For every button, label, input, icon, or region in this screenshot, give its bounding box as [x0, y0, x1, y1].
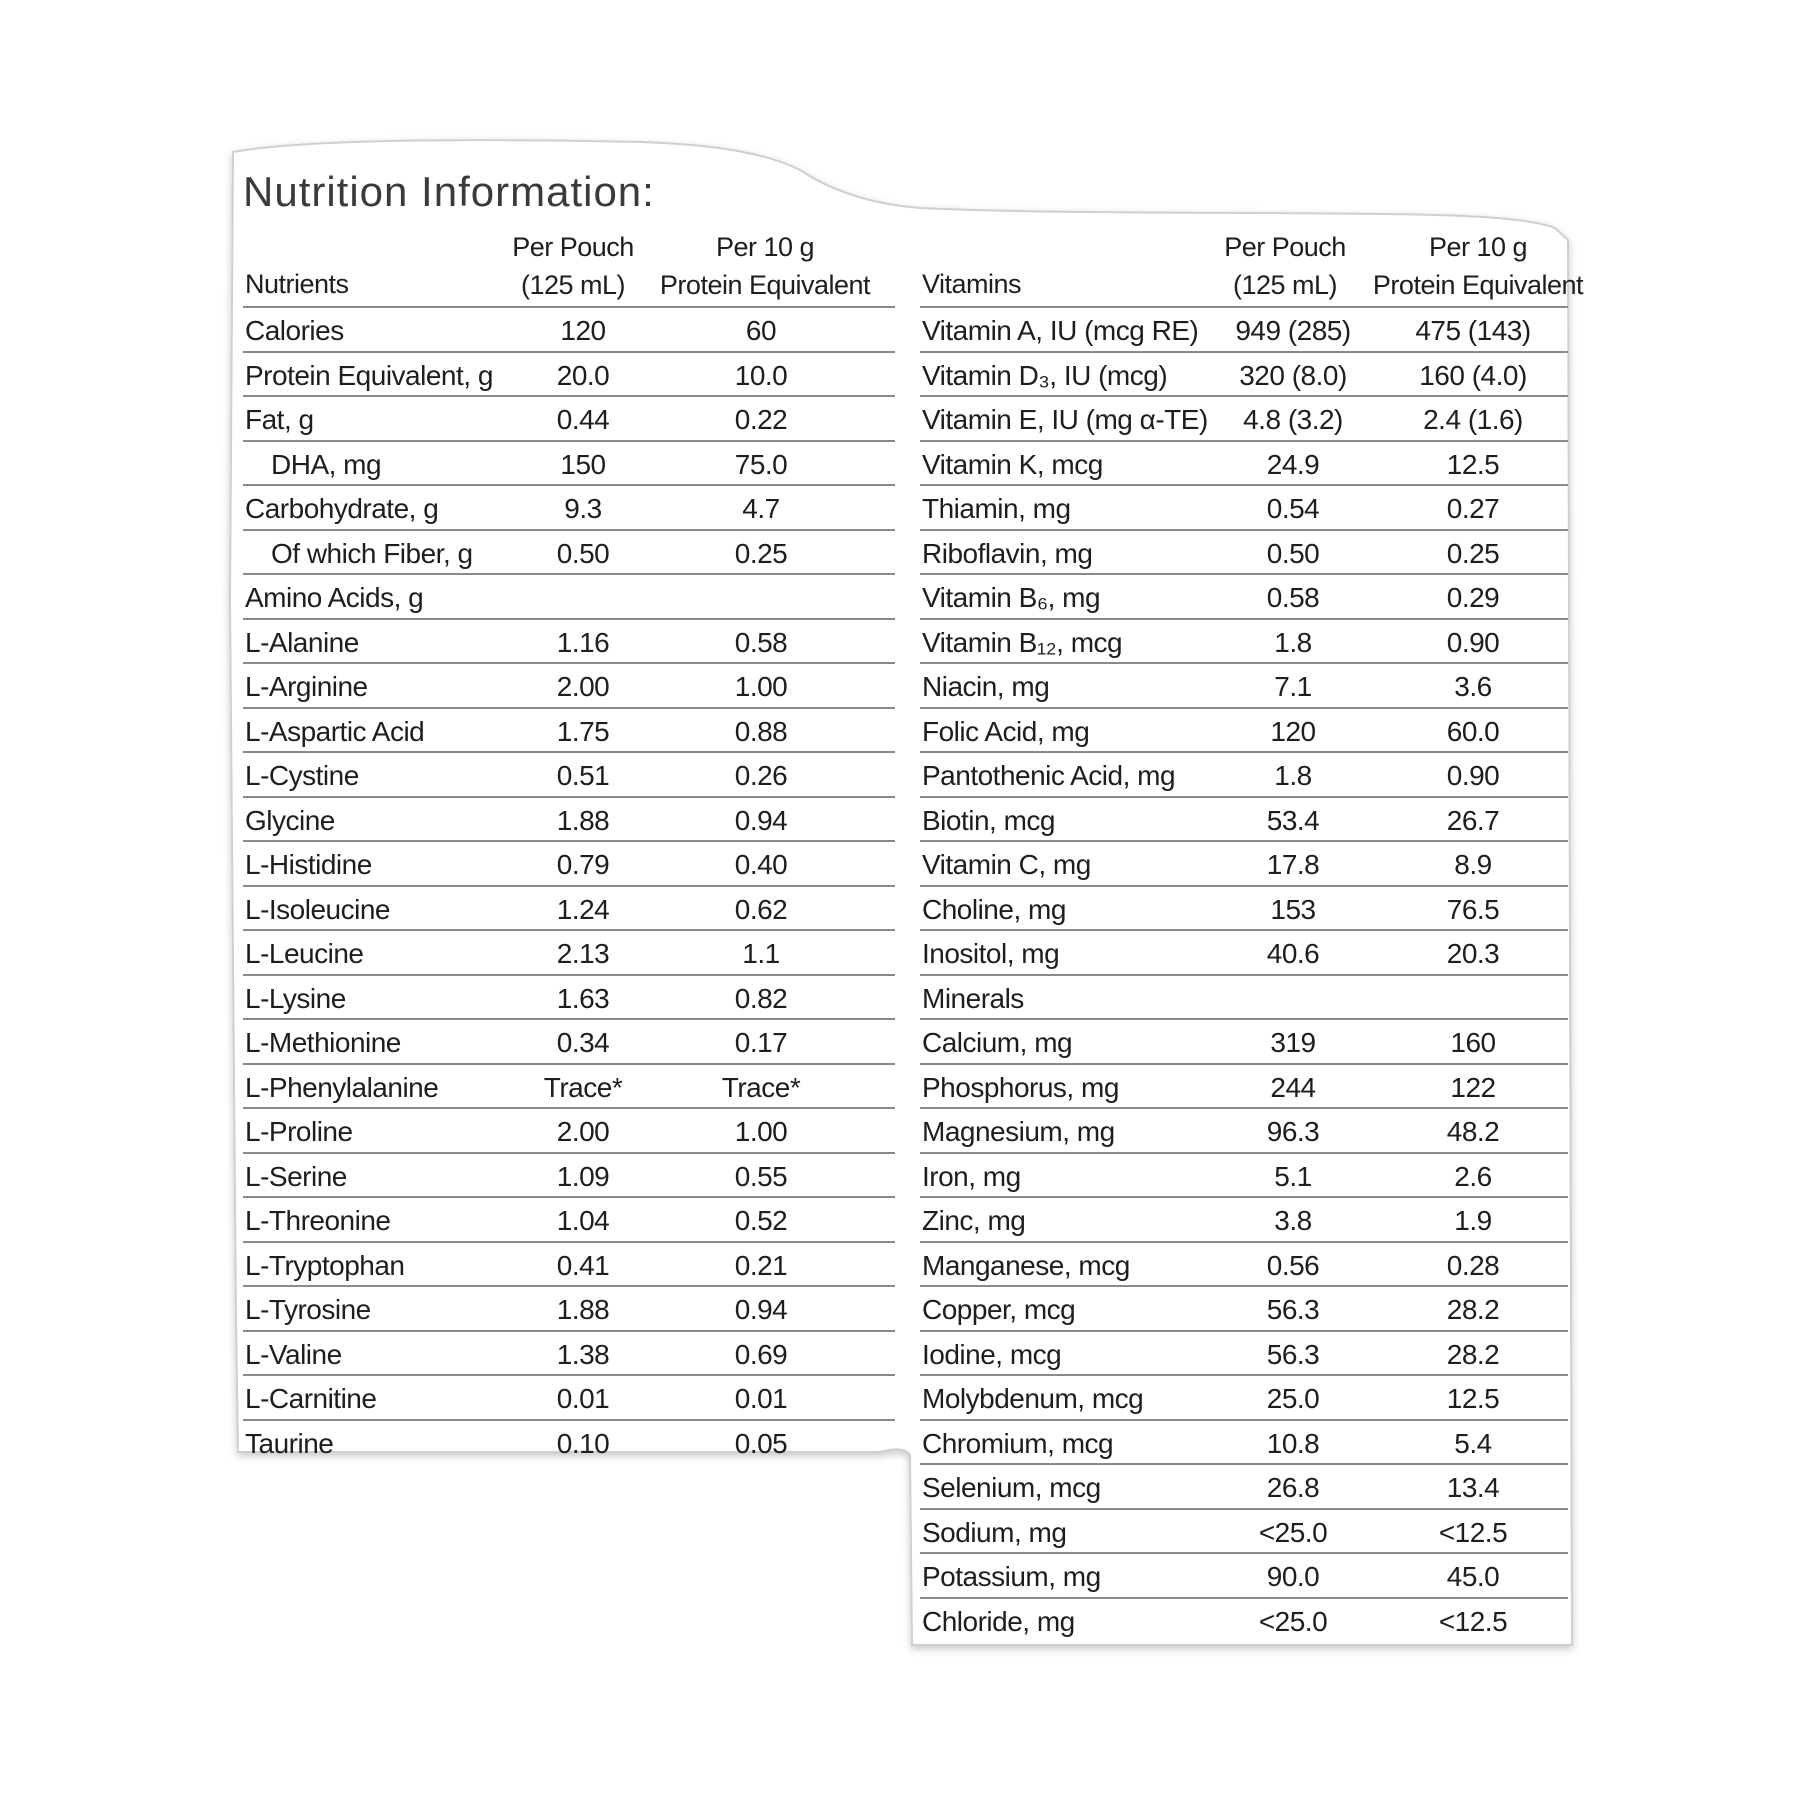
- per-pouch-value: 9.3: [564, 493, 602, 524]
- per-pouch-value: <25.0: [1258, 1516, 1328, 1548]
- per-10g-value: 20.3: [1446, 938, 1500, 969]
- per-pouch-value: 1.75: [556, 715, 610, 747]
- nutrient-name: L-Valine: [245, 1338, 342, 1370]
- per-pouch-value: 0.51: [556, 760, 610, 791]
- nutrient-name: Potassium, mg: [922, 1561, 1101, 1592]
- per-pouch-value: 1.8: [1274, 760, 1312, 791]
- per-pouch-value: 1.09: [556, 1160, 610, 1192]
- nutrient-name: L-Histidine: [245, 849, 372, 880]
- nutrient-name: L-Methionine: [245, 1027, 401, 1058]
- nutrient-name: Pantothenic Acid, mg: [922, 760, 1176, 791]
- table-row: [920, 1065, 1568, 1110]
- per-pouch-value: 153: [1270, 893, 1316, 925]
- per-10g-value: 160: [1450, 1027, 1496, 1058]
- table-row: [920, 1198, 1568, 1243]
- per-10g-value: <12.5: [1438, 1516, 1508, 1548]
- nutrient-name: Minerals: [922, 982, 1024, 1014]
- per-pouch-value: 1.88: [556, 804, 610, 836]
- table-row: [243, 1332, 895, 1377]
- header-line: (125 mL): [520, 270, 626, 300]
- per-pouch-value: 120: [560, 315, 606, 346]
- per-10g-value: 1.1: [742, 938, 780, 969]
- table-row: [920, 798, 1568, 843]
- header-line: Per Pouch: [512, 232, 634, 262]
- per-pouch-value: 56.3: [1266, 1338, 1320, 1370]
- per-pouch-value: 26.8: [1266, 1472, 1320, 1503]
- table-row: [243, 1198, 895, 1243]
- nutrient-name: Copper, mcg: [922, 1294, 1076, 1325]
- table-row: [243, 442, 895, 487]
- table-row: [920, 1287, 1568, 1332]
- nutrient-name: Zinc, mg: [922, 1205, 1026, 1236]
- per-10g-value: 48.2: [1446, 1116, 1500, 1147]
- nutrient-name: Manganese, mcg: [922, 1249, 1130, 1281]
- per-10g-value: 0.62: [734, 893, 788, 925]
- per-10g-value: 0.82: [734, 982, 788, 1014]
- table-row: [243, 397, 895, 442]
- nutrient-name: Amino Acids, g: [245, 582, 424, 613]
- per-10g-value: 0.69: [734, 1338, 788, 1370]
- per-pouch-value: 1.24: [556, 893, 610, 925]
- table-row: [243, 308, 895, 353]
- per-10g-value: 2.4 (1.6): [1423, 404, 1523, 435]
- nutrient-name: Riboflavin, mg: [922, 537, 1093, 569]
- header-per-pouch: [483, 228, 663, 304]
- per-pouch-value: 3.8: [1274, 1205, 1312, 1236]
- per-10g-value: 60: [745, 315, 777, 346]
- per-10g-value: 0.01: [734, 1383, 788, 1414]
- table-row: [920, 353, 1568, 398]
- nutrient-name: Magnesium, mg: [922, 1116, 1115, 1147]
- per-10g-value: 12.5: [1446, 448, 1500, 480]
- nutrient-name: Carbohydrate, g: [245, 493, 439, 524]
- nutrient-name: L-Aspartic Acid: [245, 715, 425, 747]
- table-row: [920, 308, 1568, 353]
- nutrient-name: DHA, mg: [271, 448, 382, 480]
- per-10g-value: 0.55: [734, 1160, 788, 1192]
- table-row: [920, 1554, 1568, 1599]
- per-pouch-value: 320 (8.0): [1239, 359, 1347, 391]
- nutrient-name: Molybdenum, mcg: [922, 1383, 1144, 1414]
- per-10g-value: 0.58: [734, 626, 788, 658]
- nutrients-table: [243, 228, 895, 1463]
- per-10g-value: 1.9: [1454, 1205, 1492, 1236]
- per-10g-value: 0.52: [734, 1205, 788, 1236]
- nutrient-name: Iodine, mcg: [922, 1338, 1062, 1370]
- table-row: [920, 1243, 1568, 1288]
- per-pouch-value: 0.56: [1266, 1249, 1320, 1281]
- per-10g-value: 60.0: [1446, 715, 1500, 747]
- header-line: Per 10 g: [1428, 232, 1528, 262]
- nutrient-name: Choline, mg: [922, 893, 1066, 925]
- per-pouch-value: 7.1: [1274, 671, 1312, 702]
- header-line: Per Pouch: [1224, 232, 1346, 262]
- table-row: [243, 486, 895, 531]
- per-10g-value: 0.94: [734, 804, 788, 836]
- table-row: [243, 531, 895, 576]
- table-row: [920, 397, 1568, 442]
- table-row: [243, 887, 895, 932]
- nutrient-name: L-Threonine: [245, 1205, 391, 1236]
- per-10g-value: 28.2: [1446, 1294, 1500, 1325]
- table-row: [920, 1154, 1568, 1199]
- per-pouch-value: 0.50: [1266, 537, 1320, 569]
- nutrient-name: Inositol, mg: [922, 938, 1060, 969]
- nutrient-name: Niacin, mg: [922, 671, 1050, 702]
- per-10g-value: <12.5: [1438, 1605, 1508, 1637]
- per-10g-value: 10.0: [734, 359, 788, 391]
- table-row: [920, 531, 1568, 576]
- per-pouch-value: 0.34: [556, 1027, 610, 1058]
- per-10g-value: 0.40: [734, 849, 788, 880]
- per-10g-value: 0.22: [734, 404, 788, 435]
- table-row: [920, 1421, 1568, 1466]
- nutrient-name: L-Carnitine: [245, 1383, 377, 1414]
- per-pouch-value: 120: [1270, 715, 1316, 747]
- nutrient-name: Chromium, mcg: [922, 1427, 1114, 1459]
- table-row: [920, 442, 1568, 487]
- per-10g-value: 122: [1450, 1071, 1496, 1103]
- per-10g-value: 26.7: [1446, 804, 1500, 836]
- nutrient-name: Vitamin A, IU (mcg RE): [922, 315, 1199, 346]
- per-pouch-value: 1.04: [556, 1205, 610, 1236]
- per-pouch-value: 0.58: [1266, 582, 1320, 613]
- per-pouch-value: 319: [1270, 1027, 1316, 1058]
- nutrient-name: Fat, g: [245, 404, 314, 435]
- per-10g-value: 0.90: [1446, 626, 1500, 658]
- per-pouch-value: 2.13: [556, 938, 610, 969]
- per-pouch-value: 25.0: [1266, 1383, 1320, 1414]
- header-line: Per 10 g: [715, 232, 815, 262]
- per-pouch-value: 56.3: [1266, 1294, 1320, 1325]
- table-row: [243, 842, 895, 887]
- nutrient-name: Chloride, mg: [922, 1605, 1075, 1637]
- per-10g-value: 75.0: [734, 448, 788, 480]
- per-10g-value: 0.94: [734, 1294, 788, 1325]
- per-pouch-value: 0.50: [556, 537, 610, 569]
- nutrient-name: Vitamin E, IU (mg α-TE): [922, 404, 1208, 435]
- header-nutrients: Nutrients: [245, 269, 349, 299]
- nutrient-name: L-Tryptophan: [245, 1249, 405, 1281]
- nutrient-name: Biotin, mcg: [922, 804, 1055, 836]
- table-row: [920, 1465, 1568, 1510]
- per-10g-value: 0.27: [1446, 493, 1500, 524]
- per-10g-value: 0.90: [1446, 760, 1500, 791]
- per-pouch-value: 1.88: [556, 1294, 610, 1325]
- per-10g-value: 0.26: [734, 760, 788, 791]
- table-row: [243, 1421, 895, 1464]
- nutrient-name: L-Leucine: [245, 938, 364, 969]
- table-row: [920, 709, 1568, 754]
- nutrient-name: Glycine: [245, 804, 335, 836]
- per-pouch-value: 53.4: [1266, 804, 1320, 836]
- table-row: [920, 842, 1568, 887]
- page-title: Nutrition Information:: [243, 168, 655, 215]
- per-10g-value: 45.0: [1446, 1561, 1500, 1592]
- nutrient-name: L-Isoleucine: [245, 893, 390, 925]
- nutrient-name: L-Lysine: [245, 982, 346, 1014]
- per-pouch-value: 10.8: [1266, 1427, 1320, 1459]
- table-row: [243, 353, 895, 398]
- per-pouch-value: 1.8: [1274, 626, 1312, 658]
- per-10g-value: 12.5: [1446, 1383, 1500, 1414]
- per-pouch-value: 150: [560, 448, 606, 480]
- per-10g-value: 1.00: [734, 1116, 788, 1147]
- table-row: [920, 486, 1568, 531]
- nutrient-name: L-Arginine: [245, 671, 368, 702]
- per-pouch-value: 0.41: [556, 1249, 610, 1281]
- table-row: [920, 931, 1568, 976]
- table-row: [243, 753, 895, 798]
- table-row: [243, 1020, 895, 1065]
- per-pouch-value: <25.0: [1258, 1605, 1328, 1637]
- per-pouch-value: 4.8 (3.2): [1243, 404, 1343, 435]
- per-10g-value: 3.6: [1454, 671, 1492, 702]
- per-pouch-value: 0.79: [556, 849, 610, 880]
- per-pouch-value: 5.1: [1274, 1160, 1312, 1192]
- table-row: [920, 1332, 1568, 1377]
- nutrient-name: Thiamin, mg: [922, 493, 1071, 524]
- header-line: Protein Equivalent: [1372, 270, 1584, 300]
- nutrient-name: L-Phenylalanine: [245, 1071, 439, 1103]
- per-10g-value: 4.7: [742, 493, 780, 524]
- nutrient-name: L-Serine: [245, 1160, 347, 1192]
- nutrient-name: Calcium, mg: [922, 1027, 1073, 1058]
- per-10g-value: 0.28: [1446, 1249, 1500, 1281]
- per-pouch-value: 0.44: [556, 404, 610, 435]
- table-row: [920, 620, 1568, 665]
- per-10g-value: 0.25: [1446, 537, 1500, 569]
- header-vitamins: Vitamins: [922, 269, 1022, 299]
- per-10g-value: 5.4: [1454, 1427, 1492, 1459]
- nutrient-name: Sodium, mg: [922, 1516, 1067, 1548]
- per-10g-value: 160 (4.0): [1419, 359, 1527, 391]
- per-10g-value: 475 (143): [1415, 315, 1531, 346]
- table-row: [243, 1376, 895, 1421]
- table-row: [920, 1376, 1568, 1421]
- per-10g-value: 2.6: [1454, 1160, 1492, 1192]
- table-row: [920, 1599, 1568, 1642]
- table-header: [920, 228, 1584, 308]
- table-row: [243, 575, 895, 620]
- table-row: [243, 709, 895, 754]
- table-row: [920, 887, 1568, 932]
- per-pouch-value: Trace*: [543, 1071, 623, 1103]
- nutrient-name: Selenium, mcg: [922, 1472, 1101, 1503]
- table-row: [243, 976, 895, 1021]
- table-row: [920, 976, 1568, 1021]
- per-pouch-value: 90.0: [1266, 1561, 1320, 1592]
- nutrient-name: Calories: [245, 315, 344, 346]
- nutrient-name: Iron, mg: [922, 1160, 1021, 1192]
- per-pouch-value: 1.63: [556, 982, 610, 1014]
- table-row: [243, 1287, 895, 1332]
- per-pouch-value: 24.9: [1266, 448, 1320, 480]
- table-row: [243, 798, 895, 843]
- header-line: Protein Equivalent: [659, 270, 871, 300]
- nutrient-name: Vitamin B₁₂, mcg: [922, 626, 1123, 658]
- nutrient-name: Folic Acid, mg: [922, 715, 1090, 747]
- per-10g-value: Trace*: [721, 1071, 801, 1103]
- per-pouch-value: 244: [1270, 1071, 1316, 1103]
- per-10g-value: 0.05: [734, 1427, 788, 1459]
- nutrient-name: Vitamin B₆, mg: [922, 582, 1101, 613]
- table-row: [920, 664, 1568, 709]
- per-10g-value: 8.9: [1454, 849, 1492, 880]
- nutrient-name: L-Tyrosine: [245, 1294, 371, 1325]
- nutrient-name: Vitamin K, mcg: [922, 448, 1103, 480]
- per-pouch-value: 1.38: [556, 1338, 610, 1370]
- per-pouch-value: 20.0: [556, 359, 610, 391]
- table-row: [243, 1065, 895, 1110]
- per-pouch-value: 0.54: [1266, 493, 1320, 524]
- per-pouch-value: 2.00: [556, 671, 610, 702]
- nutrient-name: Vitamin C, mg: [922, 849, 1091, 880]
- table-row: [243, 664, 895, 709]
- per-pouch-value: 40.6: [1266, 938, 1320, 969]
- table-header: [243, 228, 895, 308]
- per-10g-value: 0.88: [734, 715, 788, 747]
- per-10g-value: 13.4: [1446, 1472, 1500, 1503]
- per-pouch-value: 0.10: [556, 1427, 610, 1459]
- header-per-10g: [1368, 228, 1588, 304]
- nutrient-name: Of which Fiber, g: [271, 537, 473, 569]
- table-row: [920, 1109, 1568, 1154]
- header-per-10g: [645, 228, 885, 304]
- per-10g-value: 0.29: [1446, 582, 1500, 613]
- per-10g-value: 0.17: [734, 1027, 788, 1058]
- nutrient-name: Taurine: [245, 1427, 334, 1459]
- per-pouch-value: 17.8: [1266, 849, 1320, 880]
- nutrient-name: Protein Equivalent, g: [245, 359, 493, 391]
- per-10g-value: 28.2: [1446, 1338, 1500, 1370]
- per-pouch-value: 96.3: [1266, 1116, 1320, 1147]
- table-row: [920, 1020, 1568, 1065]
- per-10g-value: 0.25: [734, 537, 788, 569]
- per-10g-value: 76.5: [1446, 893, 1500, 925]
- table-row: [243, 1109, 895, 1154]
- table-row: [243, 931, 895, 976]
- per-pouch-value: 0.01: [556, 1383, 610, 1414]
- table-row: [243, 620, 895, 665]
- per-10g-value: 0.21: [734, 1249, 788, 1281]
- per-10g-value: 1.00: [734, 671, 788, 702]
- table-row: [920, 1510, 1568, 1555]
- header-line: (125 mL): [1232, 270, 1338, 300]
- table-row: [243, 1243, 895, 1288]
- nutrient-name: Phosphorus, mg: [922, 1071, 1119, 1103]
- per-pouch-value: 2.00: [556, 1116, 610, 1147]
- per-pouch-value: 1.16: [556, 626, 610, 658]
- nutrient-name: Vitamin D₃, IU (mcg): [922, 359, 1168, 391]
- nutrient-name: L-Proline: [245, 1116, 353, 1147]
- nutrient-name: L-Alanine: [245, 626, 359, 658]
- header-per-pouch: [1190, 228, 1380, 304]
- vitamins-table: [920, 228, 1584, 1641]
- table-row: [920, 575, 1568, 620]
- nutrient-name: L-Cystine: [245, 760, 359, 791]
- table-row: [243, 1154, 895, 1199]
- table-row: [920, 753, 1568, 798]
- per-pouch-value: 949 (285): [1235, 315, 1351, 346]
